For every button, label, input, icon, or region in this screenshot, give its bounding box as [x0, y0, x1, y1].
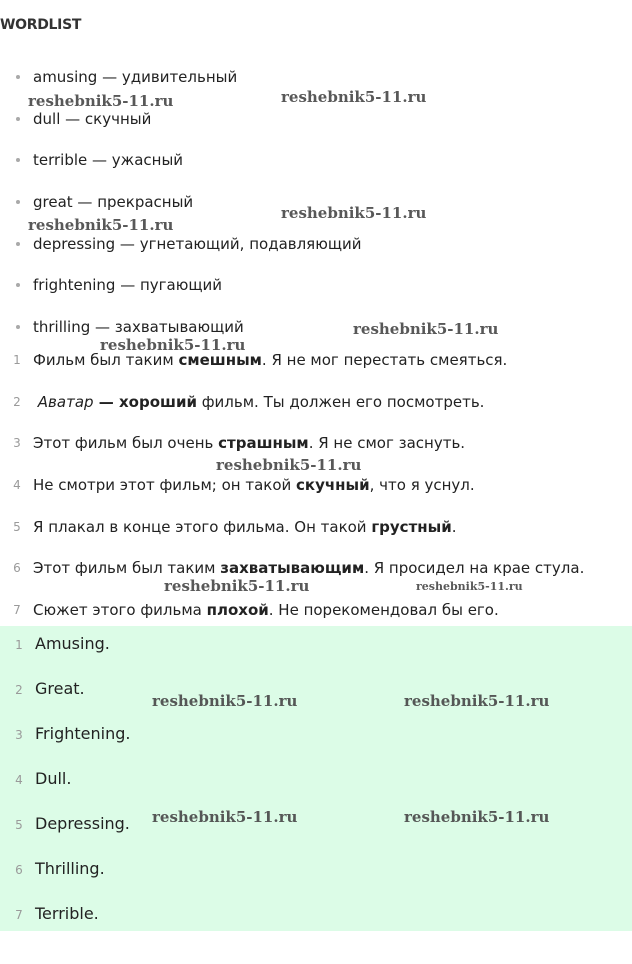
- item-number: 7: [15, 908, 23, 922]
- item-number: 7: [13, 603, 21, 618]
- sentence-text: Не смотри этот фильм; он такой скучный, что я уснул.: [33, 476, 475, 495]
- wordlist-item: [0, 149, 632, 191]
- bullet-icon: [16, 117, 20, 121]
- wordlist-item-text: amusing — удивительный: [33, 68, 238, 86]
- watermark: reshebnik5-11.ru: [281, 204, 427, 222]
- sentence-text: Аватар — хороший фильм. Ты должен его посмотреть.: [37, 392, 485, 411]
- sentence-item: [0, 516, 632, 558]
- answer-list: [0, 633, 632, 948]
- wordlist-item-text: thrilling — захватывающий: [33, 318, 244, 337]
- item-number: 6: [15, 863, 23, 877]
- sentence-text: Этот фильм был очень страшным. Я не смог заснуть.: [33, 434, 466, 453]
- wordlist-item: [0, 274, 632, 316]
- answer-text: Terrible.: [35, 904, 99, 923]
- bullet-icon: [16, 283, 20, 287]
- answer-text: Amusing.: [35, 634, 110, 653]
- sentence-item: [0, 391, 632, 433]
- sentence-text: Я плакал в конце этого фильма. Он такой грустный.: [33, 517, 457, 536]
- bullet-icon: [16, 242, 20, 246]
- watermark: reshebnik5-11.ru: [28, 216, 174, 234]
- wordlist-heading: WORDLIST: [0, 17, 82, 33]
- answer-text: Thrilling.: [35, 859, 105, 878]
- watermark: reshebnik5-11.ru: [353, 320, 499, 338]
- watermark: reshebnik5-11.ru: [28, 92, 174, 110]
- item-number: 2: [13, 394, 21, 409]
- answers-panel: [0, 626, 632, 931]
- item-number: 4: [15, 773, 23, 787]
- item-number: 3: [15, 728, 23, 742]
- item-number: 1: [13, 353, 21, 367]
- item-number: 4: [13, 478, 21, 493]
- wordlist-item: [0, 108, 632, 150]
- watermark: reshebnik5-11.ru: [152, 692, 298, 710]
- answer-text: Depressing.: [35, 814, 130, 833]
- sentence-list: [0, 349, 632, 641]
- wordlist-item-text: great — прекрасный: [33, 193, 194, 212]
- wordlist-item-text: terrible — ужасный: [33, 151, 184, 170]
- watermark: reshebnik5-11.ru: [100, 336, 246, 354]
- bullet-icon: [16, 325, 20, 329]
- answer-text: Dull.: [35, 769, 72, 788]
- sentence-item: [0, 557, 632, 599]
- wordlist-item: [0, 233, 632, 275]
- item-number: 2: [15, 683, 23, 697]
- wordlist-item-text: depressing — угнетающий, подавляющий: [33, 234, 362, 253]
- bullet-icon: [16, 158, 20, 162]
- sentence-text: Сюжет этого фильма плохой. Не порекомендовал бы его.: [33, 601, 499, 620]
- watermark: reshebnik5-11.ru: [164, 577, 310, 595]
- wordlist-item-text: dull — скучный: [33, 109, 152, 128]
- answer-item: [0, 903, 632, 948]
- watermark: reshebnik5-11.ru: [281, 88, 427, 106]
- item-number: 1: [15, 638, 23, 652]
- answer-item: [0, 768, 632, 813]
- bullet-icon: [16, 200, 20, 204]
- sentence-text: Фильм был таким смешным. Я не мог перестать смеяться.: [33, 351, 508, 369]
- watermark: reshebnik5-11.ru: [416, 580, 523, 593]
- item-number: 5: [15, 818, 23, 832]
- watermark: reshebnik5-11.ru: [404, 808, 550, 826]
- watermark: reshebnik5-11.ru: [152, 808, 298, 826]
- item-number: 5: [13, 519, 21, 534]
- watermark: reshebnik5-11.ru: [404, 692, 550, 710]
- answer-item: [0, 723, 632, 768]
- answer-item: [0, 858, 632, 903]
- answer-text: Frightening.: [35, 724, 131, 743]
- answer-text: Great.: [35, 679, 85, 698]
- watermark: reshebnik5-11.ru: [216, 456, 362, 474]
- sentence-item: [0, 349, 632, 391]
- wordlist-item-text: frightening — пугающий: [33, 276, 223, 295]
- answer-item: [0, 633, 632, 678]
- item-number: 3: [13, 436, 21, 451]
- sentence-text: Этот фильм был таким захватывающим. Я просидел на крае стула.: [33, 559, 585, 578]
- bullet-icon: [16, 75, 20, 79]
- item-number: 6: [13, 561, 21, 576]
- sentence-item: [0, 474, 632, 516]
